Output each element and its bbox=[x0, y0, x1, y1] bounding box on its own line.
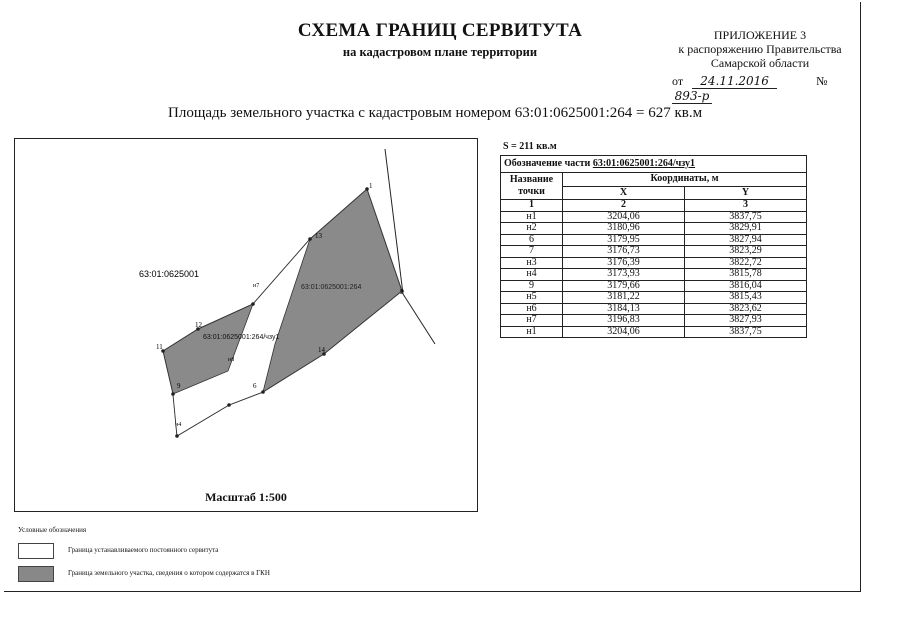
appendix-line-3: Самарской области bbox=[710, 56, 810, 70]
legend-swatch-parcel bbox=[18, 566, 54, 582]
table-row bbox=[501, 326, 807, 338]
appendix-date-line bbox=[672, 74, 862, 104]
appendix-line-2: к распоряжению Правительства bbox=[678, 42, 842, 56]
y-cell: 3823,62 bbox=[684, 303, 806, 315]
table-row bbox=[501, 223, 807, 235]
legend-swatch-servitude bbox=[18, 543, 54, 559]
point-name-cell: н6 bbox=[501, 303, 563, 315]
map-scale: Масштаб 1:500 bbox=[205, 490, 287, 504]
col-num-2: 2 bbox=[563, 200, 685, 212]
point-name-cell: 6 bbox=[501, 234, 563, 246]
x-cell: 3204,06 bbox=[563, 211, 685, 223]
point-label-9: 9 bbox=[177, 382, 181, 390]
cadastral-map bbox=[14, 138, 478, 512]
x-cell: 3180,96 bbox=[563, 223, 685, 235]
y-cell: 3822,72 bbox=[684, 257, 806, 269]
appendix-block bbox=[660, 28, 860, 70]
map-drawing bbox=[15, 139, 477, 511]
point-name-cell: н1 bbox=[501, 211, 563, 223]
col-num-1: 1 bbox=[501, 200, 563, 212]
table-row bbox=[501, 257, 807, 269]
point-label-n4: н4 bbox=[175, 422, 182, 428]
table-body bbox=[501, 211, 807, 338]
table-row bbox=[501, 303, 807, 315]
boundary-line bbox=[385, 149, 435, 344]
col-header-x: X bbox=[563, 186, 685, 200]
y-cell: 3827,93 bbox=[684, 315, 806, 327]
table-row bbox=[501, 234, 807, 246]
appendix-line-1: ПРИЛОЖЕНИЕ 3 bbox=[713, 28, 807, 42]
legend-title: Условные обозначения bbox=[18, 526, 87, 534]
y-cell: 3837,75 bbox=[684, 326, 806, 338]
y-cell: 3816,04 bbox=[684, 280, 806, 292]
y-cell: 3837,75 bbox=[684, 211, 806, 223]
x-cell: 3176,73 bbox=[563, 246, 685, 258]
point-label-12: 12 bbox=[195, 321, 202, 329]
point-name-cell: 7 bbox=[501, 246, 563, 258]
y-cell: 3827,94 bbox=[684, 234, 806, 246]
table-caption-row bbox=[501, 156, 807, 173]
point-label-6: 6 bbox=[253, 382, 257, 390]
page-subtitle: на кадастровом плане территории bbox=[342, 45, 538, 59]
point-name-cell: н3 bbox=[501, 257, 563, 269]
table-row bbox=[501, 269, 807, 281]
point-label-11: 11 bbox=[156, 343, 163, 351]
col-header-name: Название точки bbox=[501, 173, 563, 200]
number-label: № bbox=[816, 74, 828, 88]
col-header-coords: Координаты, м bbox=[563, 173, 807, 187]
x-cell: 3196,83 bbox=[563, 315, 685, 327]
servitude-label: 63:01:0625001:264/чзу1 bbox=[203, 334, 280, 341]
legend-text-servitude: Граница устанавливаемого постоянного сервитута bbox=[68, 546, 219, 554]
table-row bbox=[501, 280, 807, 292]
point-label-14: 14 bbox=[318, 346, 325, 354]
point-name-cell: н7 bbox=[501, 315, 563, 327]
table-caption bbox=[501, 156, 807, 173]
area-statement: Площадь земельного участка с кадастровым номером 63:01:0625001:264 = 627 кв.м bbox=[168, 105, 703, 121]
point-label-1: 1 bbox=[369, 182, 373, 190]
x-cell: 3173,93 bbox=[563, 269, 685, 281]
point-name-cell: н2 bbox=[501, 223, 563, 235]
table-number-row bbox=[501, 200, 807, 212]
point-name-cell: 9 bbox=[501, 280, 563, 292]
point-name-cell: н1 bbox=[501, 326, 563, 338]
y-cell: 3823,29 bbox=[684, 246, 806, 258]
caption-id: 63:01:0625001:264/чзу1 bbox=[592, 157, 696, 169]
point-label-n7: н7 bbox=[253, 283, 260, 289]
handwritten-date: 24.11.2016 bbox=[692, 74, 777, 89]
y-cell: 3815,78 bbox=[684, 269, 806, 281]
page-title: СХЕМА ГРАНИЦ СЕРВИТУТА bbox=[297, 20, 583, 41]
table-row bbox=[501, 246, 807, 258]
table-row bbox=[501, 315, 807, 327]
col-header-y: Y bbox=[684, 186, 806, 200]
point-label-13: 13 bbox=[315, 232, 322, 240]
servitude-area: S = 211 кв.м bbox=[503, 141, 557, 152]
from-label: от bbox=[672, 74, 684, 88]
coordinates-table bbox=[500, 155, 807, 338]
table-row bbox=[501, 211, 807, 223]
y-cell: 3815,43 bbox=[684, 292, 806, 304]
parcel-label: 63:01:0625001:264 bbox=[301, 284, 362, 291]
x-cell: 3184,13 bbox=[563, 303, 685, 315]
handwritten-number: 893-р bbox=[672, 89, 712, 104]
x-cell: 3179,66 bbox=[563, 280, 685, 292]
y-cell: 3829,91 bbox=[684, 223, 806, 235]
point-name-cell: н4 bbox=[501, 269, 563, 281]
x-cell: 3181,22 bbox=[563, 292, 685, 304]
point-label-n8: н8 bbox=[228, 357, 235, 363]
point-label-2: 2 bbox=[400, 288, 404, 296]
x-cell: 3179,95 bbox=[563, 234, 685, 246]
point-name-cell: н5 bbox=[501, 292, 563, 304]
table-row bbox=[501, 292, 807, 304]
table-header-row bbox=[501, 173, 807, 187]
x-cell: 3176,39 bbox=[563, 257, 685, 269]
col-num-3: 3 bbox=[684, 200, 806, 212]
legend-text-parcel: Граница земельного участка, сведения о котором содержатся в ГКН bbox=[68, 569, 270, 577]
quarter-label: 63:01:0625001 bbox=[139, 269, 200, 279]
x-cell: 3204,06 bbox=[563, 326, 685, 338]
caption-prefix: Обозначение части bbox=[504, 157, 593, 169]
